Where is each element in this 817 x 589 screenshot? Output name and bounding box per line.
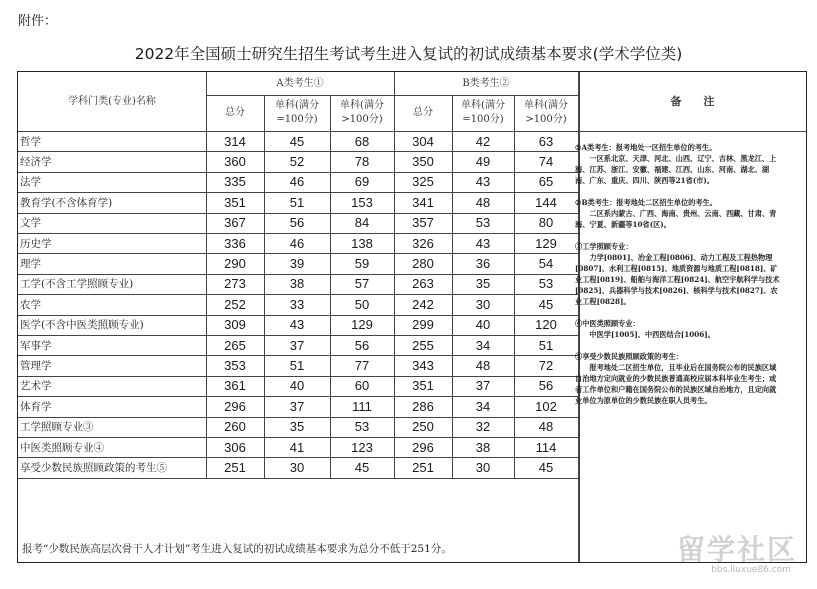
row-score-cell: 38 <box>475 439 491 455</box>
table-rule <box>18 315 578 316</box>
row-score-cell: 367 <box>224 215 246 231</box>
row-score-cell: 48 <box>538 419 554 435</box>
row-score-cell: 72 <box>538 358 554 374</box>
row-score-cell: 326 <box>412 235 434 251</box>
row-score-cell: 153 <box>351 194 373 210</box>
row-score-cell: 242 <box>412 296 434 312</box>
row-score-cell: 43 <box>475 174 491 190</box>
row-score-cell: 306 <box>224 439 246 455</box>
table-rule <box>264 95 265 478</box>
row-score-cell: 33 <box>289 296 305 312</box>
remark-note <box>575 351 781 406</box>
row-score-cell: 50 <box>354 296 370 312</box>
row-score-cell: 250 <box>412 419 434 435</box>
row-subject-name: 经济学 <box>20 156 52 169</box>
table-rule <box>18 478 578 479</box>
row-score-cell: 40 <box>475 317 491 333</box>
row-score-cell: 335 <box>224 174 246 190</box>
row-score-cell: 56 <box>354 337 370 353</box>
row-subject-name: 体育学 <box>20 400 52 413</box>
row-score-cell: 325 <box>412 174 434 190</box>
row-subject-name: 教育学(不含体育学) <box>20 196 113 209</box>
row-score-cell: 290 <box>224 256 246 272</box>
row-score-cell: 35 <box>475 276 491 292</box>
table-rule <box>18 253 578 254</box>
row-subject-name: 享受少数民族照顾政策的考生⑤ <box>20 462 167 475</box>
remark-note-body: 力学[0801]、冶金工程[0806]、动力工程及工程热物理[0807]、水利工程[0815]、地质资源与地质工程[0818]、矿业工程[0819]、船舶与海洋工程[0824]、航空宇航科学与技术[0825]、兵器科学与技术[0826]、核科学与技术[0827]、农业工程[0828]。 <box>575 253 780 306</box>
row-score-cell: 251 <box>412 460 434 476</box>
table-rule <box>330 95 331 478</box>
row-score-cell: 48 <box>475 194 491 210</box>
row-score-cell: 35 <box>289 419 305 435</box>
remark-note-heading: ②B类考生：报考地处二区招生单位的考生。 <box>575 198 717 207</box>
row-score-cell: 53 <box>354 419 370 435</box>
header-b-single100: 单科(满分=100分) <box>461 100 505 125</box>
row-score-cell: 45 <box>289 133 305 149</box>
row-score-cell: 69 <box>354 174 370 190</box>
table-rule <box>18 213 578 214</box>
page-title: 2022年全国硕士研究生招生考试考生进入复试的初试成绩基本要求(学术学位类) <box>134 45 683 63</box>
row-score-cell: 59 <box>354 256 370 272</box>
table-rule <box>514 95 515 478</box>
row-subject-name: 文学 <box>20 217 41 230</box>
row-score-cell: 273 <box>224 276 246 292</box>
row-score-cell: 361 <box>224 378 246 394</box>
row-score-cell: 265 <box>224 337 246 353</box>
remark-note-body: 报考地处二区招生单位，且毕业后在国务院公布的民族区域自治地方定向就业的少数民族普通高校应届本科毕业生考生；或者工作单位和户籍在国务院公布的民族区域自治地方，且定向就业单位为原单位的少数民族在职人员考生。 <box>575 363 777 405</box>
row-score-cell: 37 <box>475 378 491 394</box>
table-rule <box>18 396 578 397</box>
row-score-cell: 296 <box>412 439 434 455</box>
table-rule <box>18 233 578 234</box>
remark-note <box>575 197 781 230</box>
row-score-cell: 120 <box>535 317 557 333</box>
row-subject-name: 历史学 <box>20 237 52 250</box>
row-score-cell: 36 <box>475 256 491 272</box>
row-score-cell: 65 <box>538 174 554 190</box>
row-score-cell: 255 <box>412 337 434 353</box>
row-score-cell: 56 <box>289 215 305 231</box>
row-score-cell: 78 <box>354 154 370 170</box>
row-score-cell: 57 <box>354 276 370 292</box>
row-score-cell: 314 <box>224 133 246 149</box>
row-subject-name: 中医类照顾专业④ <box>20 441 104 454</box>
row-score-cell: 350 <box>412 154 434 170</box>
header-b-total: 总分 <box>413 107 433 118</box>
table-rule <box>18 437 578 438</box>
remark-note-heading: ④中医类照顾专业： <box>575 319 640 328</box>
row-score-cell: 43 <box>475 235 491 251</box>
watermark-logo: 留学社区 <box>676 533 797 566</box>
header-subject: 学科门类(专业)名称 <box>68 95 156 107</box>
row-score-cell: 129 <box>351 317 373 333</box>
row-score-cell: 309 <box>224 317 246 333</box>
row-score-cell: 111 <box>352 398 372 414</box>
row-subject-name: 法学 <box>20 176 41 189</box>
row-score-cell: 30 <box>475 296 491 312</box>
row-score-cell: 304 <box>412 133 434 149</box>
row-score-cell: 52 <box>289 154 305 170</box>
row-score-cell: 48 <box>475 358 491 374</box>
row-score-cell: 251 <box>224 460 246 476</box>
row-score-cell: 41 <box>289 439 305 455</box>
row-score-cell: 252 <box>224 296 246 312</box>
row-subject-name: 艺术学 <box>20 380 52 393</box>
row-score-cell: 46 <box>289 235 305 251</box>
header-remarks: 备 注 <box>670 94 715 108</box>
row-subject-name: 医学(不含中医类照顾专业) <box>20 319 144 332</box>
row-score-cell: 40 <box>289 378 305 394</box>
remark-note <box>575 142 781 186</box>
remark-note-body: 中医学[1005]、中西医结合[1006]。 <box>589 330 715 339</box>
table-rule <box>18 172 578 173</box>
row-score-cell: 42 <box>475 133 491 149</box>
row-score-cell: 114 <box>535 439 557 455</box>
row-score-cell: 60 <box>354 378 370 394</box>
row-subject-name: 工学照顾专业③ <box>20 421 94 434</box>
row-score-cell: 37 <box>289 398 305 414</box>
row-score-cell: 360 <box>224 154 246 170</box>
row-score-cell: 39 <box>289 256 305 272</box>
row-score-cell: 351 <box>224 194 246 210</box>
table-rule <box>452 95 453 478</box>
row-score-cell: 286 <box>412 398 434 414</box>
row-score-cell: 84 <box>354 215 370 231</box>
row-subject-name: 哲学 <box>20 135 41 148</box>
table-rule <box>18 457 578 458</box>
row-score-cell: 336 <box>224 235 246 251</box>
row-score-cell: 34 <box>475 398 491 414</box>
row-score-cell: 80 <box>538 215 554 231</box>
table-rule <box>206 72 207 478</box>
attachment-label: 附件： <box>18 14 58 29</box>
remark-note-heading: ③工学照顾专业： <box>575 242 633 251</box>
row-score-cell: 54 <box>538 256 554 272</box>
row-score-cell: 357 <box>412 215 434 231</box>
table-rule <box>18 274 578 275</box>
table-rule <box>18 192 578 193</box>
row-subject-name: 管理学 <box>20 360 52 373</box>
row-score-cell: 341 <box>412 194 434 210</box>
header-a-single100: 单科(满分=100分) <box>275 100 319 125</box>
table-rule <box>18 335 578 336</box>
table-rule <box>18 355 578 356</box>
remark-note-body: 一区系北京、天津、河北、山西、辽宁、吉林、黑龙江、上海、江苏、浙江、安徽、福建、江西、山东、河南、湖北、湖南、广东、重庆、四川、陕西等21省(市)。 <box>575 154 777 185</box>
row-score-cell: 30 <box>289 460 305 476</box>
row-score-cell: 123 <box>351 439 373 455</box>
row-score-cell: 129 <box>535 235 557 251</box>
remarks-notes <box>575 142 781 417</box>
row-score-cell: 53 <box>475 215 491 231</box>
remark-note-heading: ⑤享受少数民族照顾政策的考生： <box>575 352 683 361</box>
row-score-cell: 260 <box>224 419 246 435</box>
row-score-cell: 51 <box>289 358 305 374</box>
row-score-cell: 34 <box>475 337 491 353</box>
remark-note <box>575 241 781 307</box>
table-rule <box>394 72 395 478</box>
row-score-cell: 51 <box>538 337 554 353</box>
row-score-cell: 45 <box>354 460 370 476</box>
table-rule <box>18 376 578 377</box>
row-score-cell: 74 <box>538 154 554 170</box>
row-score-cell: 280 <box>412 256 434 272</box>
row-score-cell: 38 <box>289 276 305 292</box>
row-score-cell: 68 <box>354 133 370 149</box>
row-score-cell: 56 <box>538 378 554 394</box>
row-score-cell: 30 <box>475 460 491 476</box>
row-score-cell: 296 <box>224 398 246 414</box>
row-score-cell: 43 <box>289 317 305 333</box>
table-rule <box>18 151 578 152</box>
remark-note-heading: ①A类考生：报考地处一区招生单位的考生。 <box>575 143 717 152</box>
header-b-single-over100: 单科(满分>100分) <box>524 100 568 125</box>
header-a-single-over100: 单科(满分>100分) <box>340 100 384 125</box>
header-group-a: A类考生① <box>276 77 324 89</box>
header-group-b: B类考生② <box>462 77 510 89</box>
row-subject-name: 理学 <box>20 258 41 271</box>
row-score-cell: 299 <box>412 317 434 333</box>
header-a-total: 总分 <box>225 107 245 118</box>
row-score-cell: 53 <box>538 276 554 292</box>
row-score-cell: 63 <box>538 133 554 149</box>
row-subject-name: 军事学 <box>20 339 52 352</box>
row-score-cell: 343 <box>412 358 434 374</box>
row-score-cell: 353 <box>224 358 246 374</box>
row-score-cell: 351 <box>412 378 434 394</box>
table-rule <box>206 95 578 96</box>
table-rule <box>18 417 578 418</box>
remark-note <box>575 318 781 340</box>
row-score-cell: 77 <box>354 358 370 374</box>
table-rule <box>18 131 807 132</box>
row-score-cell: 51 <box>289 194 305 210</box>
row-score-cell: 144 <box>535 194 557 210</box>
watermark-url: bbs.liuxue86.com <box>711 565 791 575</box>
row-score-cell: 138 <box>351 235 373 251</box>
row-score-cell: 46 <box>289 174 305 190</box>
row-subject-name: 工学(不含工学照顾专业) <box>20 278 134 291</box>
row-score-cell: 32 <box>475 419 491 435</box>
footer-note: 报考“少数民族高层次骨干人才计划”考生进入复试的初试成绩基本要求为总分不低于251分。 <box>22 543 452 555</box>
row-score-cell: 263 <box>412 276 434 292</box>
remark-note-body: 二区系内蒙古、广西、海南、贵州、云南、西藏、甘肃、青海、宁夏、新疆等10省(区)。 <box>575 209 777 229</box>
row-score-cell: 37 <box>289 337 305 353</box>
row-score-cell: 102 <box>535 398 557 414</box>
table-rule <box>18 294 578 295</box>
row-subject-name: 农学 <box>20 298 41 311</box>
row-score-cell: 49 <box>475 154 491 170</box>
row-score-cell: 45 <box>538 460 554 476</box>
row-score-cell: 45 <box>538 296 554 312</box>
